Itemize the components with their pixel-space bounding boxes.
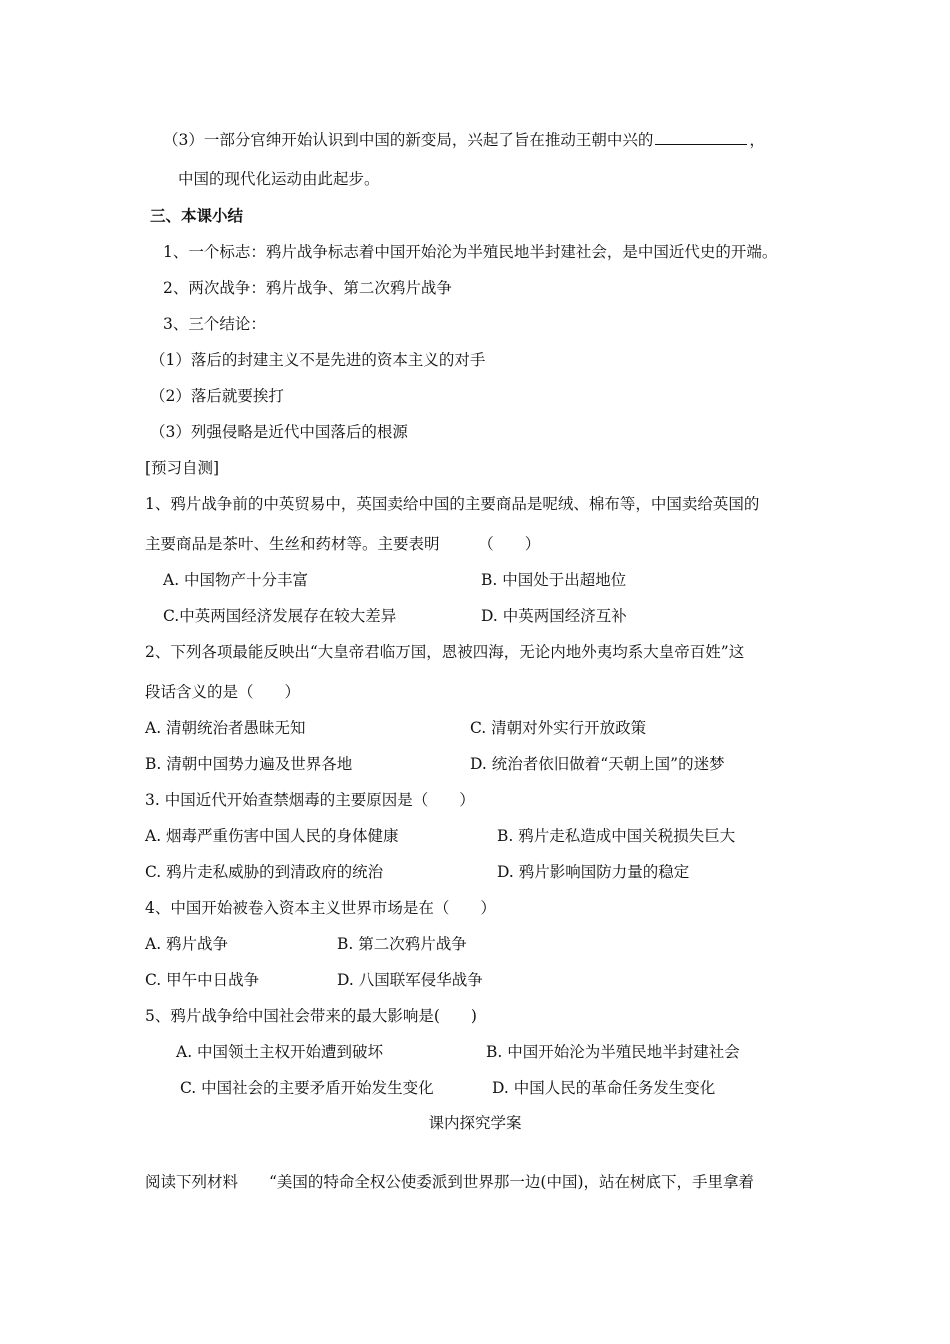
inclass-title: 课内探究学案: [428, 1114, 522, 1132]
fill-blank[interactable]: [655, 128, 747, 145]
summary-point-2: 2、两次战争：鸦片战争、第二次鸦片战争: [163, 279, 452, 297]
q3-option-c[interactable]: C. 鸦片走私威胁的到清政府的统治: [145, 863, 384, 881]
q3-line1: 3. 中国近代开始查禁烟毒的主要原因是（ ）: [145, 791, 475, 809]
q4-option-b[interactable]: B. 第二次鸦片战争: [337, 935, 467, 953]
q3-option-b[interactable]: B. 鸦片走私造成中国关税损失巨大: [497, 827, 736, 845]
summary-heading: 三、本课小结: [150, 207, 244, 225]
q4-line1: 4、中国开始被卷入资本主义世界市场是在（ ）: [145, 899, 496, 917]
summary-point-3: 3、三个结论：: [163, 315, 266, 333]
preview-heading: [预习自测]: [145, 459, 220, 477]
q1-option-b[interactable]: B. 中国处于出超地位: [481, 571, 627, 589]
q4-option-c[interactable]: C. 甲午中日战争: [145, 971, 260, 989]
item3-text: （3）一部分官绅开始认识到中国的新变局，兴起了旨在推动王朝中兴的: [163, 131, 654, 149]
summary-point-1: 1、一个标志：鸦片战争标志着中国开始沦为半殖民地半封建社会，是中国近代史的开端。: [163, 243, 778, 261]
q2-line2: 段话含义的是（ ）: [145, 683, 301, 701]
conclusion-1: （1）落后的封建主义不是先进的资本主义的对手: [150, 351, 486, 369]
q2-option-b[interactable]: B. 清朝中国势力遍及世界各地: [145, 755, 353, 773]
q2-option-a[interactable]: A. 清朝统治者愚昧无知: [145, 719, 306, 737]
q3-option-d[interactable]: D. 鸦片影响国防力量的稳定: [497, 863, 690, 881]
q1-line2: 主要商品是茶叶、生丝和药材等。主要表明 （ ）: [145, 535, 541, 553]
q2-option-c[interactable]: C. 清朝对外实行开放政策: [470, 719, 647, 737]
item3-line: [163, 128, 765, 150]
q1-option-c[interactable]: C.中英两国经济发展存在较大差异: [163, 607, 397, 625]
q4-option-a[interactable]: A. 鸦片战争: [145, 935, 229, 953]
q2-line1: 2、下列各项最能反映出“大皇帝君临万国，恩被四海，无论内地外夷均系大皇帝百姓”这: [145, 643, 745, 661]
q2-option-d[interactable]: D. 统治者依旧做着“天朝上国”的迷梦: [470, 755, 725, 773]
conclusion-2: （2）落后就要挨打: [150, 387, 284, 405]
q5-option-a[interactable]: A. 中国领土主权开始遭到破坏: [176, 1043, 384, 1061]
q5-option-b[interactable]: B. 中国开始沦为半殖民地半封建社会: [486, 1043, 740, 1061]
q5-option-c[interactable]: C. 中国社会的主要矛盾开始发生变化: [180, 1079, 434, 1097]
q5-option-d[interactable]: D. 中国人民的革命任务发生变化: [492, 1079, 716, 1097]
q1-line1: 1、鸦片战争前的中英贸易中，英国卖给中国的主要商品是呢绒、棉布等，中国卖给英国的: [145, 495, 760, 513]
item3-continuation: 中国的现代化运动由此起步。: [178, 170, 380, 188]
q1-option-a[interactable]: A. 中国物产十分丰富: [163, 571, 309, 589]
q4-option-d[interactable]: D. 八国联军侵华战争: [337, 971, 483, 989]
q5-line1: 5、鸦片战争给中国社会带来的最大影响是( ): [145, 1007, 477, 1025]
q1-option-d[interactable]: D. 中英两国经济互补: [481, 607, 627, 625]
reading-material: 阅读下列材料 “美国的特命全权公使委派到世界那一边(中国)，站在树底下，手里拿着: [145, 1173, 755, 1191]
q3-option-a[interactable]: A. 烟毒严重伤害中国人民的身体健康: [145, 827, 399, 845]
conclusion-3: （3）列强侵略是近代中国落后的根源: [150, 423, 408, 441]
item3-comma: ，: [749, 131, 765, 149]
